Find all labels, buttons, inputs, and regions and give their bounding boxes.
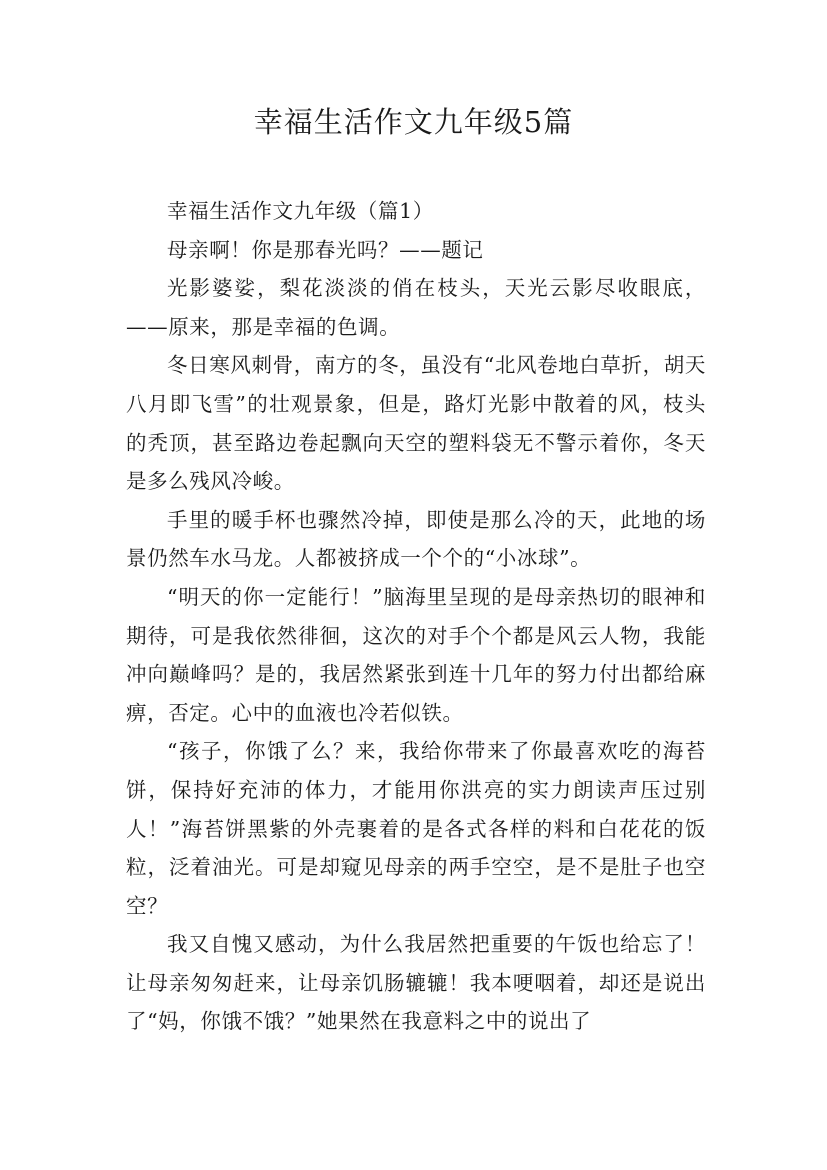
paragraph: “明天的你一定能行！”脑海里呈现的是母亲热切的眼神和期待，可是我依然徘徊，这次的对手个个都是风云人物，我能冲向巅峰吗？是的，我居然紧张到连十几年的努力付出都给麻痹，否定。心中的血液也冷若似铁。 bbox=[126, 584, 706, 725]
document-title: 幸福生活作文九年级5篇 bbox=[253, 105, 574, 139]
paragraph: “孩子，你饿了么？来，我给你带来了你最喜欢吃的海苔饼，保持好充沛的体力，才能用你洪亮的实力朗读声压过别人！”海苔饼黑紫的外壳裹着的是各式各样的料和白花花的饭粒，泛着油光。可是却窥见母亲的两手空空，是不是肚子也空空？ bbox=[126, 739, 706, 918]
paragraph: 冬日寒风刺骨，南方的冬，虽没有“北风卷地白草折，胡天八月即飞雪”的壮观景象，但是，路灯光影中散着的风，枝头的秃顶，甚至路边卷起飘向天空的塑料袋无不警示着你，冬天是多么残风冷峻。 bbox=[126, 353, 706, 494]
paragraph: 手里的暖手杯也骤然冷掉，即使是那么冷的天，此地的场景仍然车水马龙。人都被挤成一个个的“小冰球”。 bbox=[126, 507, 706, 571]
document-body bbox=[126, 192, 706, 1041]
paragraph: 我又自愧又感动，为什么我居然把重要的午饭也给忘了！让母亲匆匆赶来，让母亲饥肠辘辘！我本哽咽着，却还是说出了“妈，你饿不饿？”她果然在我意料之中的说出了 bbox=[126, 932, 706, 1034]
section-heading: 幸福生活作文九年级（篇1） bbox=[167, 199, 434, 223]
paragraph: 光影婆娑，梨花淡淡的俏在枝头，天光云影尽收眼底，——原来，那是幸福的色调。 bbox=[126, 276, 706, 339]
epigraph: 母亲啊！你是那春光吗？——题记 bbox=[167, 237, 484, 262]
